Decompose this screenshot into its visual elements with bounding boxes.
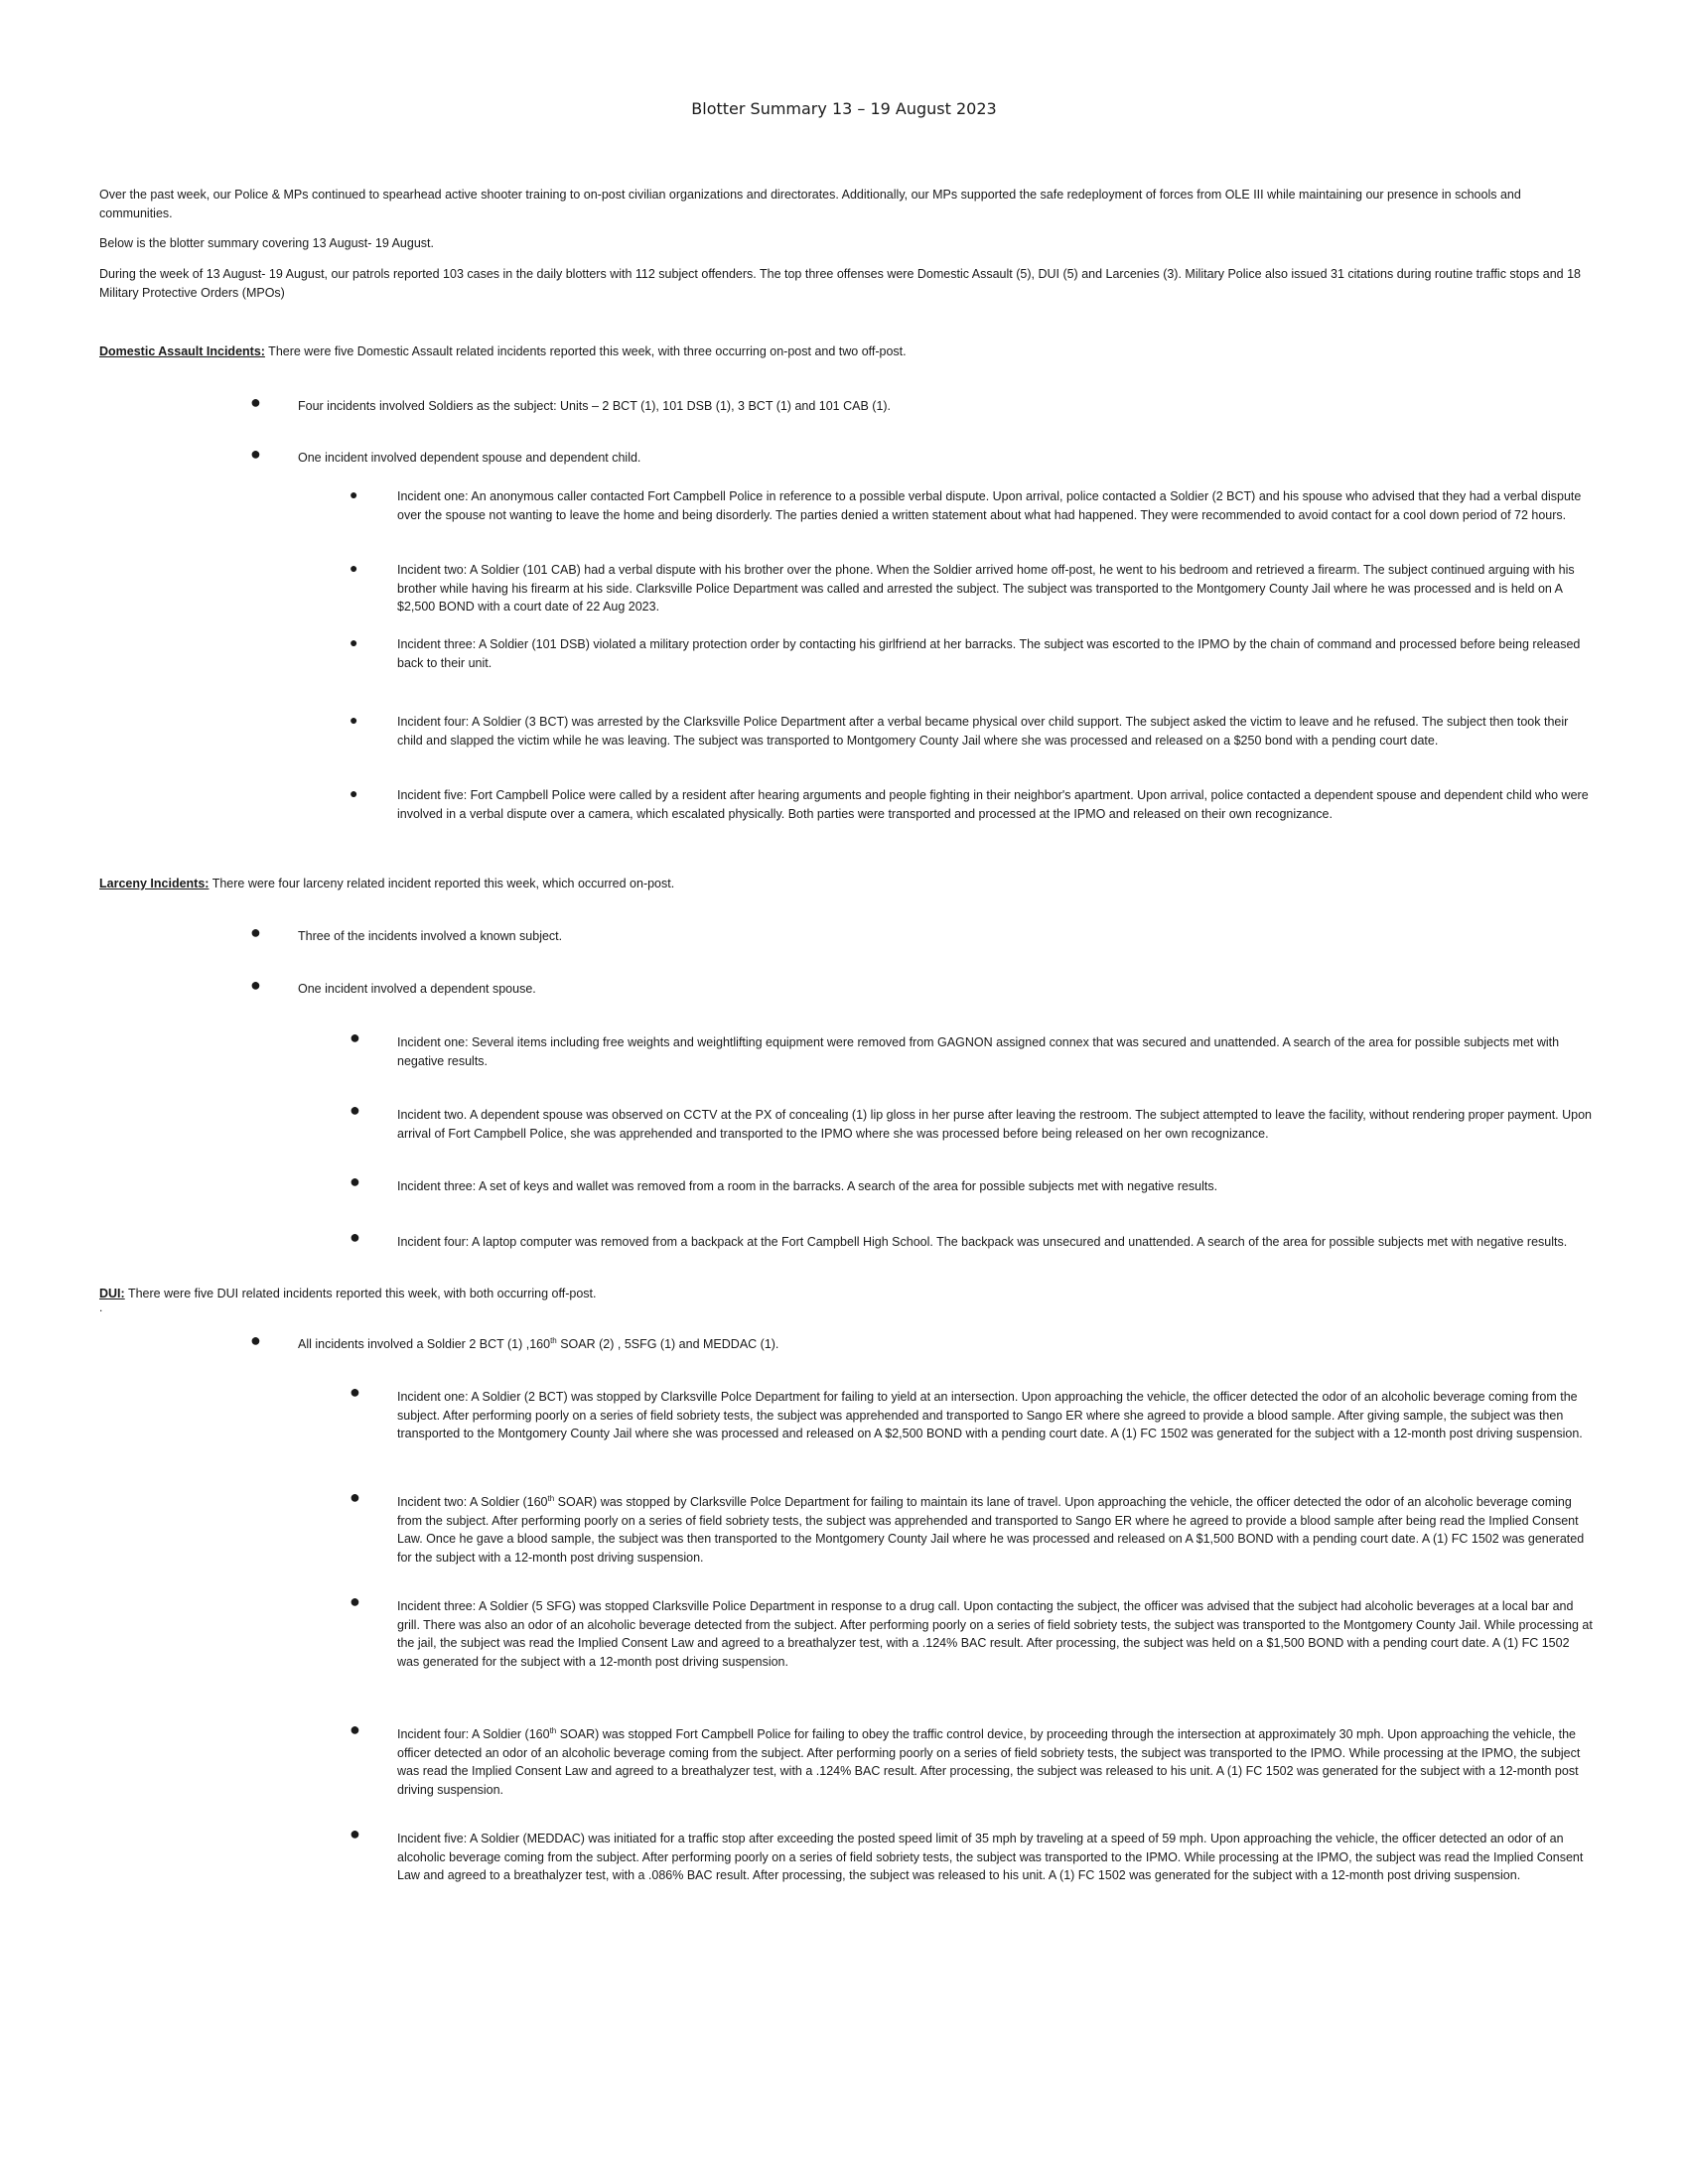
bullet-icon: ● [250,392,261,412]
bullet-icon: ● [350,712,358,728]
incident-text: SOAR) was stopped by Clarksville Polce Department for failing to maintain its lane of travel. Upon approaching the vehicle, the officer detected the odor of an alcoholic beverage coming from the subject. After performing poorly on a series of field sobriety tests, the subject was apprehended and transported to Sango ER where he agreed to provide a blood sample after being read the Implied Consent Law. Once he gave a blood sample, the subject was then transported to the Montgomery County Jail where he was processed and released on A $1,500 BOND with a pending court date. A (1) FC 1502 was generated for the subject with a 12-month post driving suspension. [397,1495,1585,1565]
superscript: th [547,1493,555,1503]
bullet-icon: ● [350,1487,360,1507]
bullet-icon: ● [350,1382,360,1402]
incident-text: Incident one: A Soldier (2 BCT) was stopped by Clarksville Polce Department for failing to yield at an intersection. Upon approaching the vehicle, the officer detected the odor of an alcoholic beverage coming from the subject. After performing poorly on a series of field sobriety tests, the subject was apprehended and transported to Sango ER where she agreed to provide a blood sample. After giving sample, the subject was then transported to the Montgomery County Jail where she was processed and released on A $2,500 BOND with a pending court date. A (1) FC 1502 was generated for the subject with a 12-month post driving suspension. [397,1390,1583,1440]
bullet-text: One incident involved dependent spouse and dependent child. [298,451,641,465]
section-summary: There were five DUI related incidents reported this week, with both occurring off-post. [124,1287,597,1300]
bullet-text: Three of the incidents involved a known subject. [298,929,563,943]
list-item [250,1330,1589,1354]
section-dui [99,1285,1589,1303]
incident-item [350,1719,1594,1799]
bullet-text: All incidents involved a Soldier 2 BCT (1) ,160 [298,1337,551,1351]
intro-paragraph: Over the past week, our Police & MPs continued to spearhead active shooter training to on-post civilian organizations and directorates. Additionally, our MPs supported the safe redeployment of forces from OLE III while maintaining our presence in schools and communities. [99,188,1521,220]
incident-item [350,712,1594,750]
incident-item [350,1027,1594,1070]
page-title: Blotter Summary 13 – 19 August 2023 [691,99,997,118]
incident-text: Incident four: A Soldier (160 [397,1727,550,1741]
section-domestic-assault [99,342,1589,361]
incident-text: Incident three: A set of keys and wallet was removed from a room in the barracks. A search of the area for possible subjects met with negative results. [397,1179,1218,1193]
list-item [250,922,1589,946]
incident-item [350,1382,1594,1443]
superscript: th [549,1725,557,1735]
bullet-icon: ● [250,444,261,464]
list-item [250,975,1589,999]
incident-text: SOAR) was stopped Fort Campbell Police for failing to obey the traffic control device, by proceeding through the intersection at approximately 30 mph. Upon approaching the vehicle, the officer detected an odor of an alcoholic beverage coming from the subject. After performing poorly on a series of field sobriety tests, the subject was transported to the IPMO. While processing at the IPMO, the subject was read the Implied Consent Law and agreed to a breathalyzer test, with a .124% BAC result. After processing, the subject was released to his unit. A (1) FC 1502 was generated for the subject with a 12-month post driving suspension. [397,1727,1581,1797]
bullet-icon: ● [350,1719,360,1739]
incident-text: Incident three: A Soldier (5 SFG) was stopped Clarksville Police Department in response to a drug call. Upon contacting the subject, the officer was advised that the subject had alcoholic beverages at a local bar and grill. There was also an odor of an alcoholic beverage detected from the subject. After performing poorly on a series of field sobriety tests, the subject was transported to the Montgomery County Jail. While processing at the jail, the subject was read the Implied Consent Law and agreed to a breathalyzer test, with a .124% BAC result. After processing, the subject was held on a $1,500 BOND with a pending court date. A (1) FC 1502 was generated for the subject with a 12-month post driving suspension. [397,1599,1593,1669]
section-heading: Larceny Incidents: [99,877,210,890]
incident-text: Incident five: A Soldier (MEDDAC) was initiated for a traffic stop after exceeding the posted speed limit of 35 mph by traveling at a speed of 59 mph. Upon approaching the vehicle, the officer detected an odor of an alcoholic beverage coming from the subject. After performing poorly on a series of field sobriety tests, the subject was transported to the IPMO. While processing at the IPMO, the subject was read the Implied Consent Law and agreed to a breathalyzer test, with a .086% BAC result. After processing, the subject was released to his unit. A (1) FC 1502 was generated for the subject with a 12-month post driving suspension. [397,1832,1584,1882]
incident-text: Incident four: A Soldier (3 BCT) was arrested by the Clarksville Police Department after a verbal became physical over child support. The subject asked the victim to leave and he refused. The subject then took their child and slapped the victim while he was leaving. The subject was transported to Montgomery County Jail where she was processed and released on a $250 bond with a pending court date. [397,715,1569,748]
list-item [250,444,1589,468]
bullet-text: One incident involved a dependent spouse. [298,982,536,996]
incident-item [350,634,1594,672]
bullet-icon: ● [350,1171,360,1191]
bullet-icon: ● [350,560,358,576]
bullet-icon: ● [350,634,358,650]
incident-item [350,1487,1594,1567]
incident-text: Incident two: A Soldier (160 [397,1495,548,1509]
stray-mark: . [99,1300,103,1314]
superscript: th [550,1335,557,1345]
section-heading: DUI: [99,1287,125,1300]
bullet-text: SOAR (2) , 5SFG (1) and MEDDAC (1). [556,1337,779,1351]
bullet-text: Four incidents involved Soldiers as the subject: Units – 2 BCT (1), 101 DSB (1), 3 BCT (1) and 101 CAB (1). [298,399,892,413]
bullet-icon: ● [350,1824,360,1843]
list-item [250,392,1589,416]
incident-item [350,1591,1594,1671]
section-larceny [99,875,1589,893]
bullet-icon: ● [350,1100,360,1120]
section-summary: There were four larceny related incident reported this week, which occurred on-post. [209,877,675,890]
incident-item [350,785,1594,823]
incident-text: Incident five: Fort Campbell Police were called by a resident after hearing arguments and people fighting in their neighbor's apartment. Upon arrival, police contacted a dependent spouse and dependent child who were involved in a verbal dispute over a camera, which escalated physically. Both parties were transported and processed at the IPMO and released on their own recognizance. [397,788,1589,821]
incident-text: Incident one: An anonymous caller contacted Fort Campbell Police in reference to a possible verbal dispute. Upon arrival, police contacted a Soldier (2 BCT) and his spouse who advised that they had a verbal dispute over the spouse not wanting to leave the home and being disorderly. The parties denied a written statement about what had happened. They were recommended to avoid contact for a cool down period of 72 hours. [397,489,1582,522]
incident-item [350,1824,1594,1885]
incident-text: Incident one: Several items including free weights and weightlifting equipment were removed from GAGNON assigned connex that was secured and unattended. A search of the area for possible subjects met with negative results. [397,1035,1560,1068]
bullet-icon: ● [350,1027,360,1047]
incident-item [350,560,1594,616]
incident-text: Incident two: A Soldier (101 CAB) had a verbal dispute with his brother over the phone. When the Soldier arrived home off-post, he went to his bedroom and retrieved a firearm. The subject continued arguing with his brother while having his firearm at his side. Clarksville Police Department was called and arrested the subject. The subject was transported to the Montgomery County Jail where he was processed and is held on A $2,500 BOND with a court date of 22 Aug 2023. [397,563,1575,614]
bullet-icon: ● [350,486,358,502]
incident-text: Incident four: A laptop computer was removed from a backpack at the Fort Campbell High School. The backpack was unsecured and unattended. A search of the area for possible subjects met with negative results. [397,1235,1568,1249]
bullet-icon: ● [250,922,261,942]
section-summary: There were five Domestic Assault related incidents reported this week, with three occurring on-post and two off-post. [264,344,907,358]
incident-text: Incident three: A Soldier (101 DSB) violated a military protection order by contacting his girlfriend at her barracks. The subject was escorted to the IPMO by the chain of command and processed before being released back to their unit. [397,637,1581,670]
incident-item [350,1100,1594,1143]
incident-item [350,486,1594,524]
bullet-icon: ● [350,785,358,801]
bullet-icon: ● [250,1330,261,1350]
incident-item [350,1171,1594,1196]
section-heading: Domestic Assault Incidents: [99,344,265,358]
bullet-icon: ● [350,1227,360,1247]
bullet-icon: ● [350,1591,360,1611]
intro-paragraph: During the week of 13 August- 19 August, our patrols reported 103 cases in the daily blotters with 112 subject offenders. The top three offenses were Domestic Assault (5), DUI (5) and Larcenies (3). Military Police also issued 31 citations during routine traffic stops and 18 Military Protective Orders (MPOs) [99,267,1582,300]
incident-text: Incident two. A dependent spouse was observed on CCTV at the PX of concealing (1) lip gloss in her purse after leaving the restroom. The subject attempted to leave the facility, without rendering proper payment. Upon arrival of Fort Campbell Police, she was apprehended and transported to the IPMO where she was processed before being released on her own recognizance. [397,1108,1592,1141]
intro-paragraph: Below is the blotter summary covering 13 August- 19 August. [99,236,434,250]
bullet-icon: ● [250,975,261,995]
incident-item [350,1227,1594,1252]
